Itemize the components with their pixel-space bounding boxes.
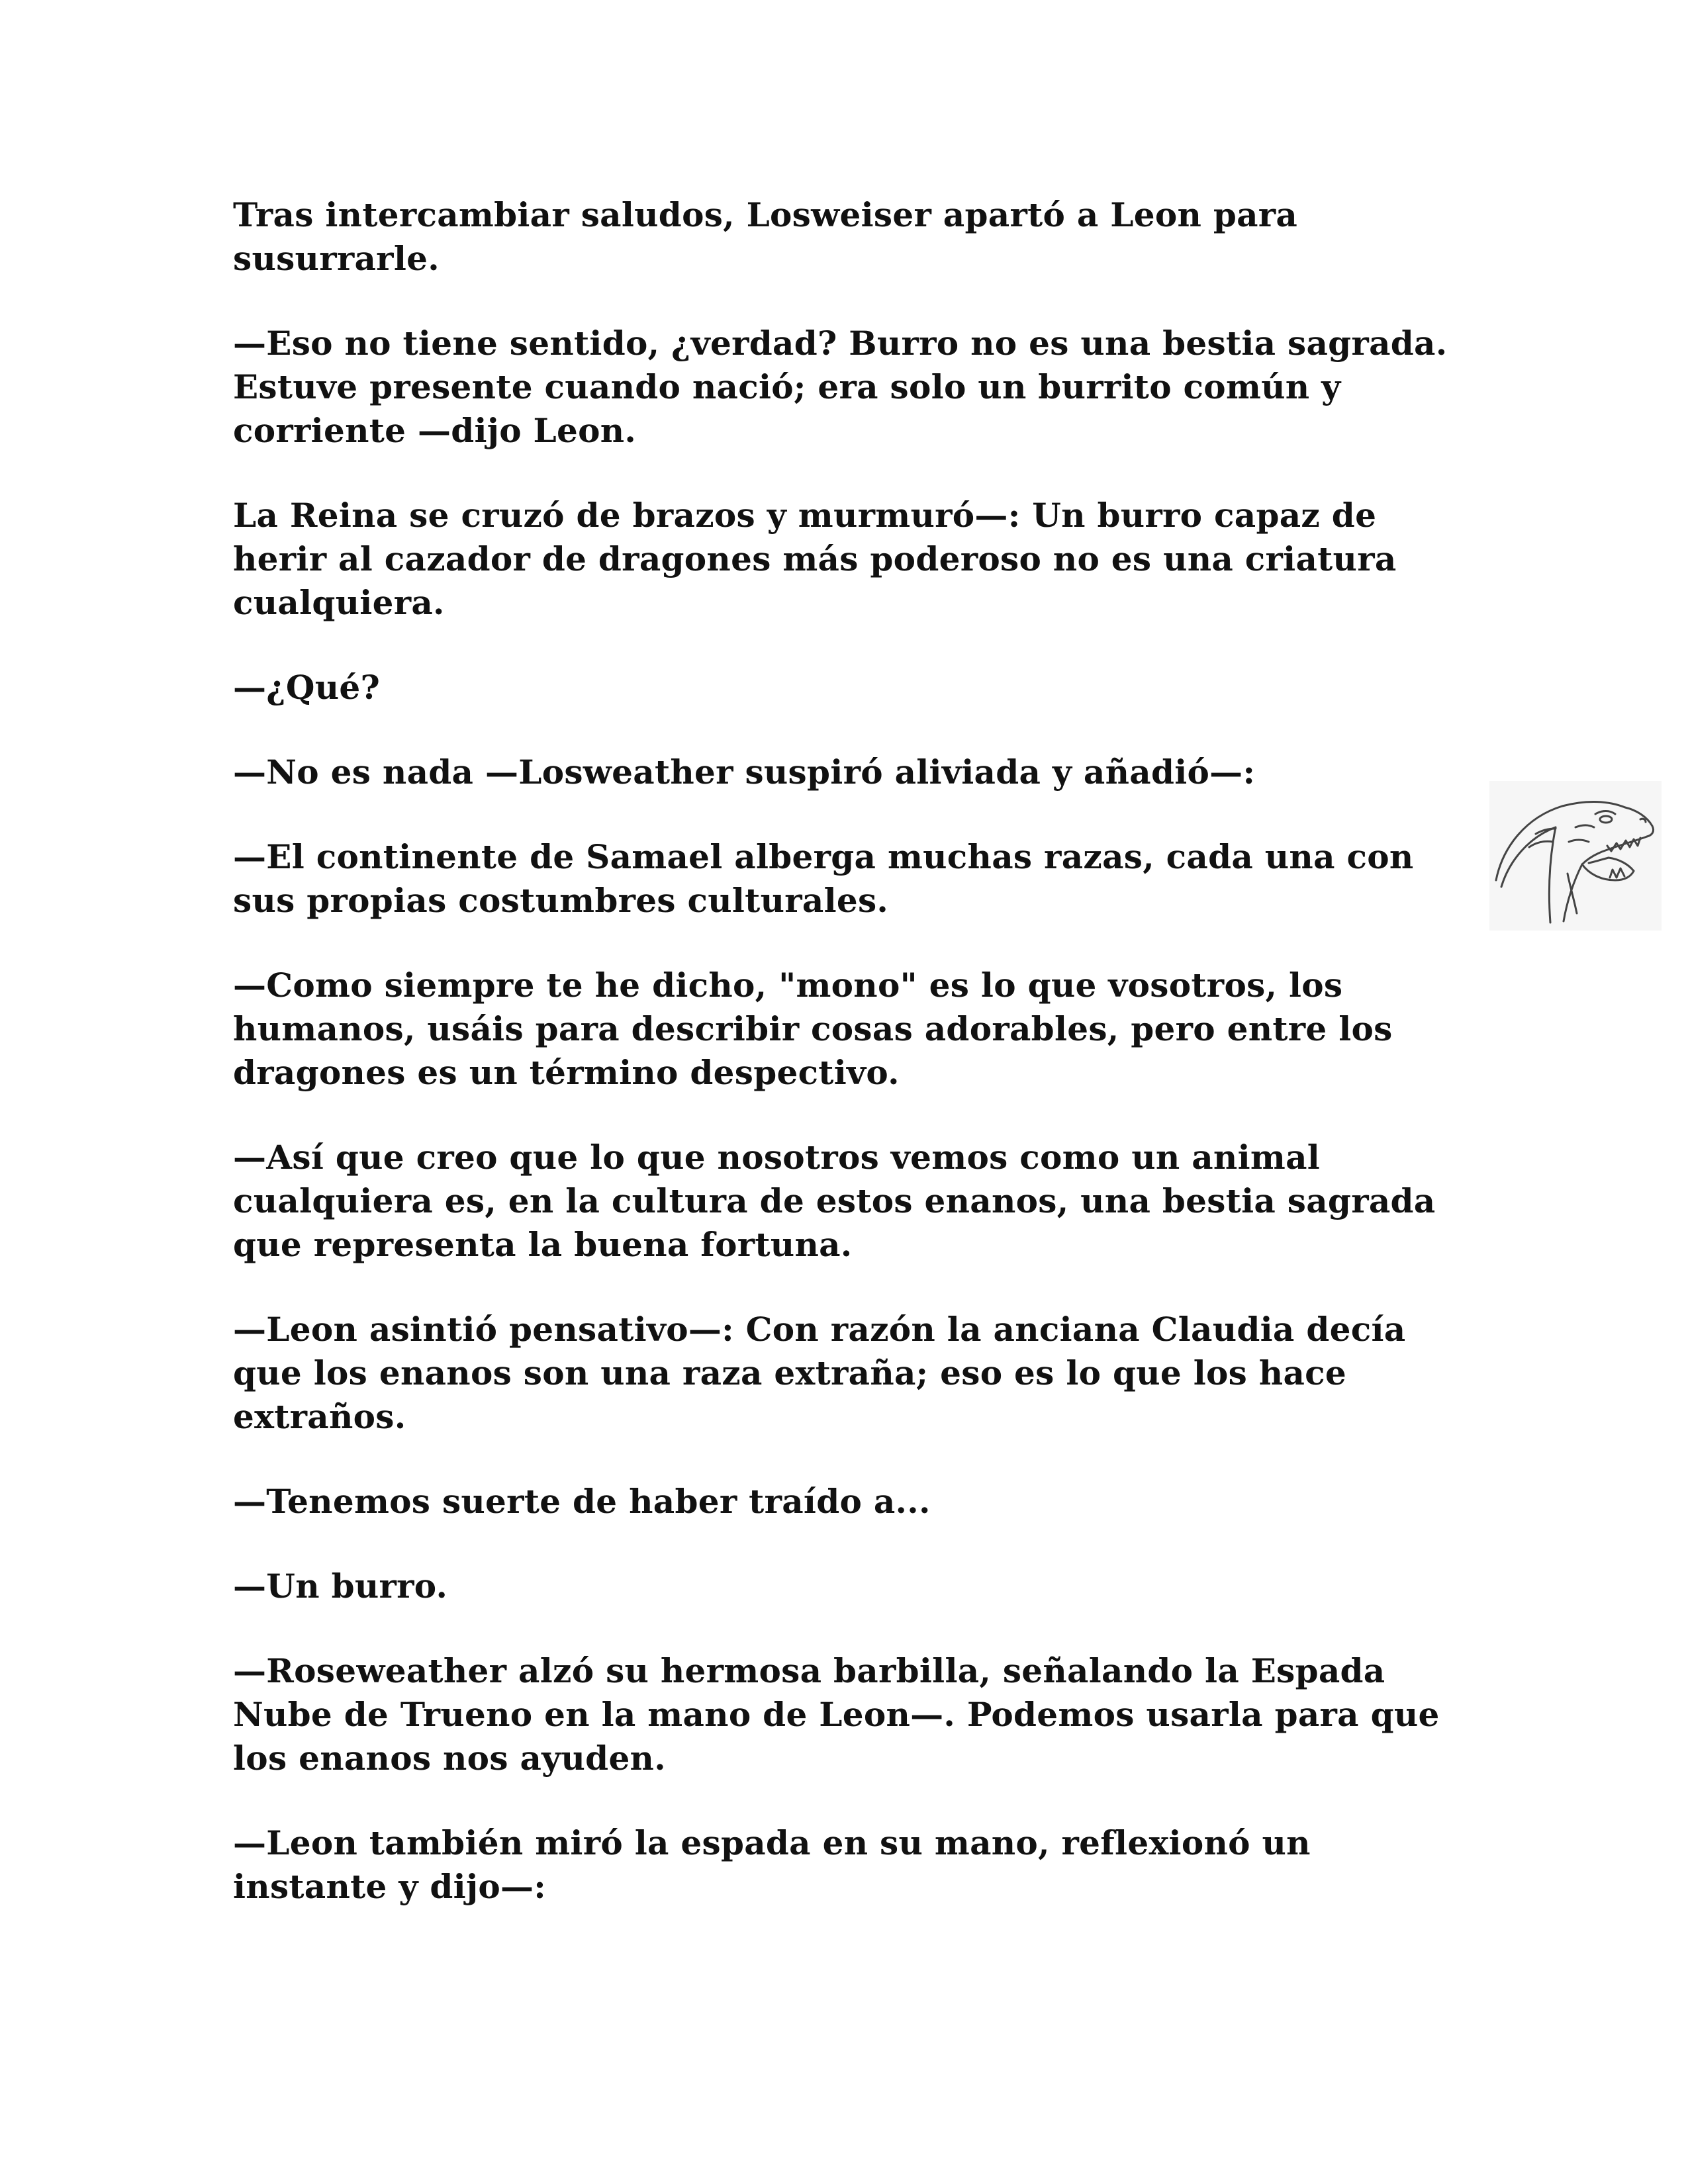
paragraph-2: —Eso no tiene sentido, ¿verdad? Burro no es una bestia sagrada. Estuve presente cuando nació; era solo un burrito común y corriente —dijo Leon. <box>233 324 1448 450</box>
paragraph-12: —Roseweather alzó su hermosa barbilla, señalando la Espada Nube de Trueno en la mano de Leon—. Podemos usarla para que los enanos nos ayuden. <box>233 1651 1440 1778</box>
paragraph-6: —El continente de Samael alberga muchas razas, cada una con sus propias costumbres culturales. <box>233 837 1414 920</box>
paragraph-7: —Como siempre te he dicho, "mono" es lo que vosotros, los humanos, usáis para describir cosas adorables, pero entre los dragones es un término despectivo. <box>233 966 1393 1092</box>
story-text <box>233 193 1458 1950</box>
paragraph-11: —Un burro. <box>233 1567 448 1606</box>
paragraph-4: —¿Qué? <box>233 668 381 707</box>
paragraph-8: —Así que creo que lo que nosotros vemos como un animal cualquiera es, en la cultura de estos enanos, una bestia sagrada que representa la buena fortuna. <box>233 1138 1436 1264</box>
paragraph-10: —Tenemos suerte de haber traído a... <box>233 1482 931 1521</box>
paragraph-1: Tras intercambiar saludos, Losweiser apartó a Leon para susurrarle. <box>233 195 1298 278</box>
paragraph-5: —No es nada —Losweather suspiró aliviada y añadió—: <box>233 752 1256 792</box>
paragraph-13: —Leon también miró la espada en su mano, reflexionó un instante y dijo—: <box>233 1823 1311 1906</box>
dinosaur-head-sketch-icon <box>1489 781 1662 931</box>
paragraph-3: La Reina se cruzó de brazos y murmuró—: Un burro capaz de herir al cazador de dragones más poderoso no es una criatura cualquiera. <box>233 496 1397 622</box>
paragraph-9: —Leon asintió pensativo—: Con razón la anciana Claudia decía que los enanos son una raza extraña; eso es lo que los hace extraños. <box>233 1310 1406 1436</box>
